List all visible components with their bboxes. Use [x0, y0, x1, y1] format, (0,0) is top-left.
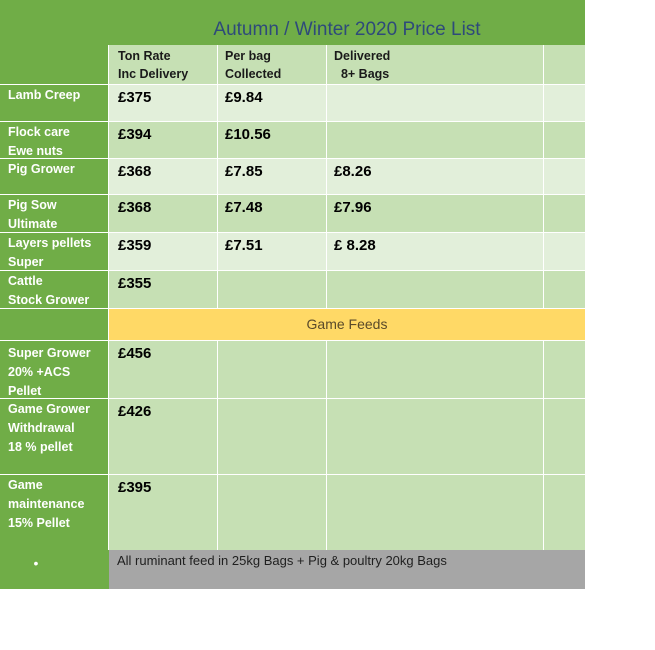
- ton-rate-value: £368: [118, 199, 152, 216]
- per-bag-value: £7.85: [225, 163, 263, 180]
- per-bag-value: £7.48: [225, 199, 263, 216]
- grid-line: [217, 340, 218, 550]
- ton-rate-value: £375: [118, 89, 152, 106]
- grid-line: [0, 270, 585, 271]
- footer-note: All ruminant feed in 25kg Bags + Pig & poultry 20kg Bags: [109, 550, 585, 589]
- ton-rate-value: £368: [118, 163, 152, 180]
- row-label: Super Grower 20% +ACS Pellet: [8, 346, 91, 398]
- grid-line: [0, 232, 585, 233]
- ton-rate-value: £394: [118, 126, 152, 143]
- grid-line: [0, 474, 585, 475]
- grid-line: [0, 84, 585, 85]
- delivered-value: £ 8.28: [334, 237, 376, 254]
- footer-bullet: •: [33, 555, 39, 571]
- delivered-value: £8.26: [334, 163, 372, 180]
- col-header-ton-rate: Ton Rate Inc Delivery: [118, 49, 189, 81]
- ton-rate-value: £359: [118, 237, 152, 254]
- row-label: Layers pellets Super: [8, 236, 92, 269]
- grid-line: [0, 194, 585, 195]
- grid-line: [0, 121, 585, 122]
- row-label: Game maintenance 15% Pellet: [8, 478, 85, 530]
- ton-rate-value: £355: [118, 275, 152, 292]
- grid-line: [0, 340, 585, 341]
- row-label: Pig Sow Ultimate: [8, 198, 58, 231]
- col-header-delivered: Delivered 8+ Bags: [334, 49, 391, 81]
- page-title: Autumn / Winter 2020 Price List: [213, 19, 481, 40]
- delivered-value: £7.96: [334, 199, 372, 216]
- ton-rate-value: £426: [118, 403, 152, 420]
- grid-line: [0, 398, 585, 399]
- row-label: Lamb Creep: [8, 88, 81, 102]
- row-label: Game Grower Withdrawal 18 % pellet: [8, 402, 90, 454]
- per-bag-value: £7.51: [225, 237, 263, 254]
- per-bag-value: £10.56: [225, 126, 271, 143]
- game-feeds-banner: Game Feeds: [109, 308, 585, 340]
- grid-line: [0, 158, 585, 159]
- row-label: Pig Grower: [8, 162, 75, 176]
- grid-line: [326, 340, 327, 550]
- col-header-per-bag: Per bag Collected: [225, 49, 282, 81]
- grid-line: [543, 340, 544, 550]
- ton-rate-value: £395: [118, 479, 152, 496]
- grid-line: [0, 308, 585, 309]
- ton-rate-value: £456: [118, 345, 152, 362]
- row-label: Flock care Ewe nuts: [8, 125, 70, 158]
- row-label: Cattle Stock Grower: [8, 274, 90, 307]
- per-bag-value: £9.84: [225, 89, 263, 106]
